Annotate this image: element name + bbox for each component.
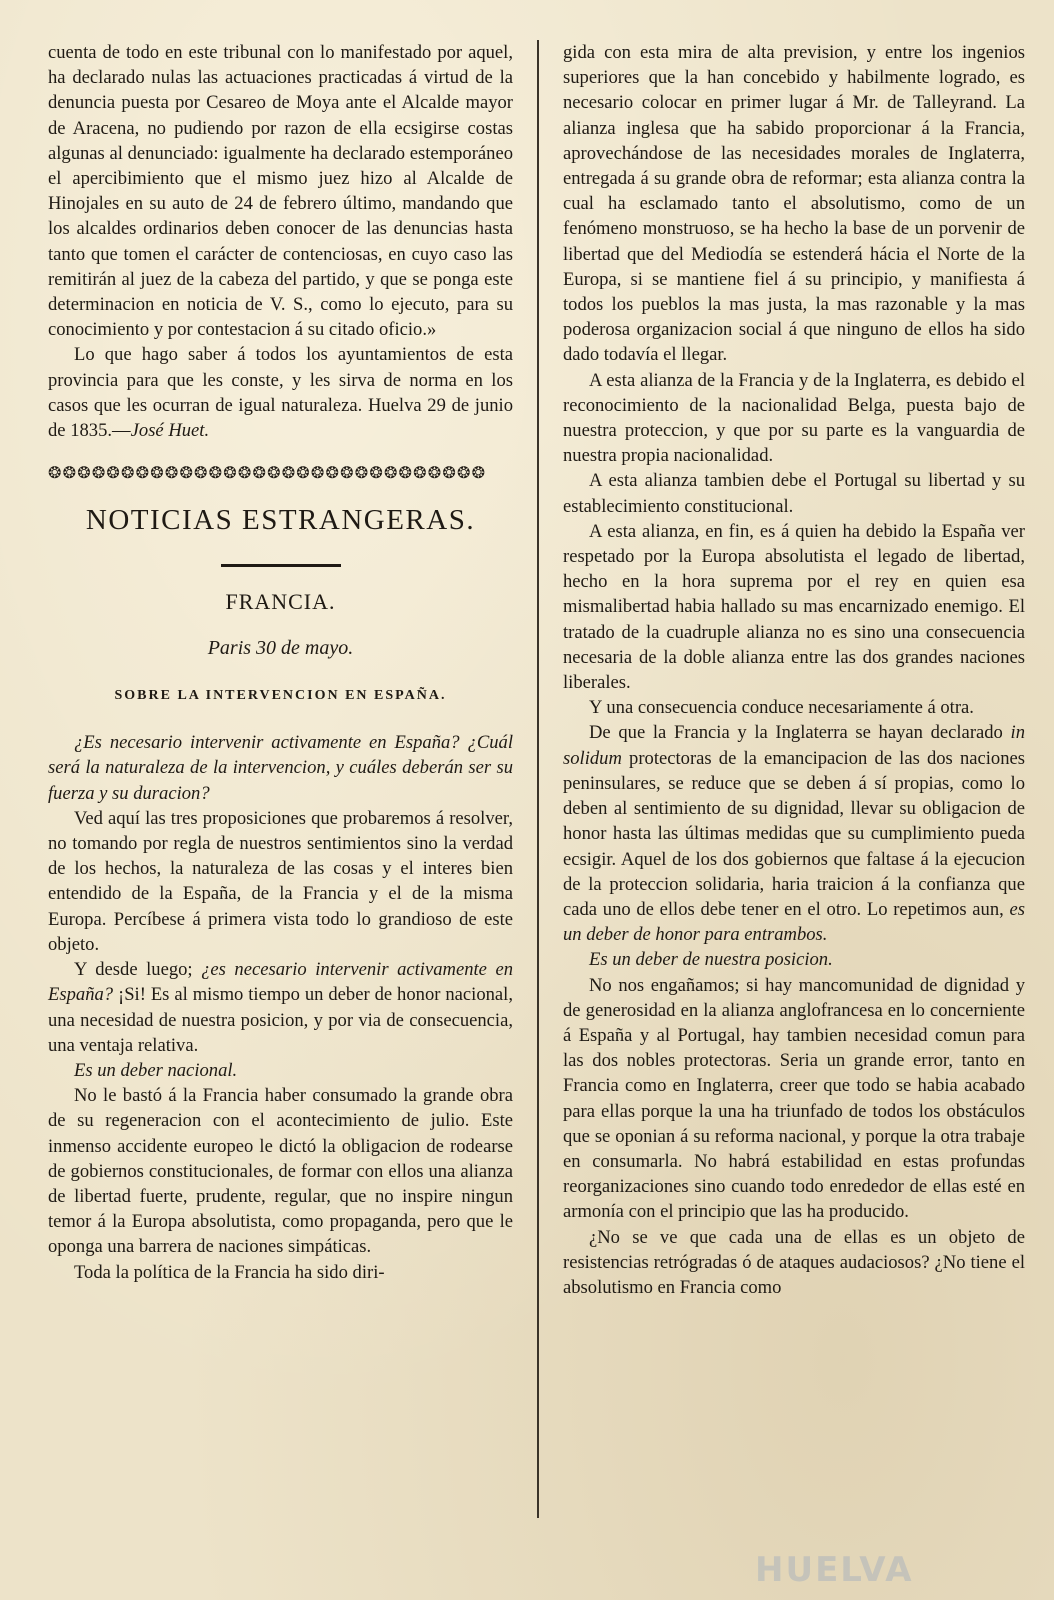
article-paragraph: [48, 957, 513, 1058]
italic-phrase: es un deber de honor para entrambos.: [563, 898, 1025, 946]
archive-watermark: HUELVA: [755, 1550, 914, 1590]
announcement-text: Lo que hago saber á todos los ayuntamientos de esta provincia para que les conste, y les sirva de norma en los casos que les ocurran de igual naturaleza. Huelva 29 de junio de 1835.—: [48, 344, 513, 442]
article-paragraph: A esta alianza de la Francia y de la Inglaterra, es debido el reconocimiento de la nacionalidad Belga, puesta bajo de nuestra proteccion, y que por su parte es la vanguardia de nuestra propia nacionalidad.: [563, 369, 1025, 467]
announcement-paragraph: [48, 342, 513, 443]
dateline: Paris 30 de mayo.: [207, 636, 354, 659]
article-paragraph: No le bastó á la Francia haber consumado la grande obra de su regeneracion con el acontecimiento de julio. Este inmenso accidente europeo le dictó la obligacion de rodearse de gobiernos constitucionales, de formar con ellos una alianza de libertad fuerte, prudente, regular, que no inspire ningun temor á la Europa absolutista, como propaganda, pero que le oponga una barrera de naciones simpáticas.: [48, 1085, 513, 1258]
country-heading: FRANCIA.: [225, 588, 336, 614]
article-paragraph: No nos engañamos; si hay mancomunidad de dignidad y de generosidad en la alianza anglofrancesa en lo concerniente á España y al Portugal, hay tambien necesidad comun para las dos nobles protectoras. Seria un grande error, tanto en Francia como en Inglaterra, creer que todo se habia acabado para ellas porque la una ha triunfado de todos los obstáculos que se oponian á su reforma nacional, y porque la otra trabaje en consumarla. No habrá estabilidad en estas profundas reorganizaciones sino cuando todo enrededor de ellas esté en armonía con el principio que las ha producido.: [563, 974, 1025, 1223]
article-paragraph: [563, 720, 1025, 947]
title-rule: [221, 564, 341, 567]
article-questions: ¿Es necesario intervenir activamente en España? ¿Cuál será la naturaleza de la intervencion, y cuáles deberán ser su fuerza y su duracion?: [48, 732, 513, 804]
section-title: NOTICIAS ESTRANGERAS.: [85, 504, 476, 537]
right-column: [563, 40, 1025, 1300]
italic-heading: Es un deber de nuestra posicion.: [589, 949, 833, 971]
paragraph-text: protectoras de la emancipacion de las dos naciones peninsulares, se reduce que se deben á sí propias, como lo deben al sentimiento de su dignidad, llevar su obligacion de honor hasta las últimas medidas que su cumplimiento pueda ecsigir. Aquel de los dos gobiernos que faltase á la ejecucion de la proteccion solidaria, haria traicion á la confianza que cada uno de ellos debe tener en el otro. Lo repetimos aun,: [563, 747, 1025, 920]
article-paragraph: Y una consecuencia conduce necesariamente á otra.: [589, 697, 974, 719]
ornament-divider: ❂❂❂❂❂❂❂❂❂❂❂❂❂❂❂❂❂❂❂❂❂❂❂❂❂❂❂❂❂❂: [48, 465, 487, 483]
article-paragraph: gida con esta mira de alta prevision, y entre los ingenios superiores que la han concebido y habilmente logrado, es necesario colocar en primer lugar á Mr. de Talleyrand. La alianza inglesa que ha sabido proporcionar á la Francia, aprovechándose de las necesidades morales de Inglaterra, entregada á su grande obra de reformar; esta alianza contra la cual ha esclamado tanto el absolutismo, como de un fenómeno monstruoso, se ha hecho la base de un porvenir de libertad que del Mediodía se estenderá hácia el Norte de la Europa, si se mantiene fiel á su principio, y manifiesta á todos los pueblos la mas justa, la mas razonable y la mas poderosa organizacion social á que ninguno de ellos ha sido dado todavía el llegar.: [563, 42, 1025, 366]
article-paragraph: Ved aquí las tres proposiciones que probaremos á resolver, no tomando por regla de nuestros sentimientos sino la verdad de los hechos, la naturaleza de las cosas y el interes bien entendido de la España, de la Francia y el de la misma Europa. Percíbese á primera vista todo lo grandioso de este objeto.: [48, 807, 513, 955]
article-paragraph: A esta alianza tambien debe el Portugal su libertad y su establecimiento constitucional.: [563, 470, 1025, 517]
left-column: [48, 40, 513, 1285]
column-divider: [537, 40, 539, 1518]
continued-paragraph: cuenta de todo en este tribunal con lo manifestado por aquel, ha declarado nulas las actuaciones practicadas á virtud de la denuncia puesta por Cesareo de Moya ante el Alcalde mayor de Aracena, no pudiendo por razon de ella ecsigirse costas algunas al denunciado: igualmente ha declarado estemporáneo el apercibimiento que el mismo juez hizo al Alcalde de Hinojales en su auto de 24 de febrero último, mandando que los alcaldes ordinarios deben conocer de las denuncias hasta tanto que tomen el carácter de contenciosas, en cuyo caso las remitirán al juez de la cabeza del partido, y que se ponga este determinacion en noticia de V. S., como lo ejecuto, para su conocimiento y por contestacion á su citado oficio.»: [48, 42, 513, 341]
paragraph-text: ¡Si! Es al mismo tiempo un deber de honor nacional, una necesidad de nuestra posicion, y por via de consecuencia, una ventaja relativa.: [48, 984, 513, 1056]
italic-phrase: in solidum: [563, 722, 1025, 769]
article-paragraph: ¿No se ve que cada una de ellas es un objeto de resistencias retrógradas ó de ataques audaciosos? ¿No tiene el absolutismo en Francia como: [563, 1226, 1025, 1298]
signature: José Huet.: [130, 420, 210, 442]
article-subhead: SOBRE LA INTERVENCION EN ESPAÑA.: [114, 688, 447, 704]
paragraph-text: Y desde luego;: [74, 959, 202, 981]
article-paragraph: Toda la política de la Francia ha sido diri-: [74, 1261, 385, 1283]
paragraph-text: De que la Francia y la Inglaterra se hayan declarado: [589, 722, 1011, 744]
italic-heading: Es un deber nacional.: [74, 1059, 238, 1081]
article-paragraph: A esta alianza, en fin, es á quien ha debido la España ver respetado por la Europa absolutista el legado de libertad, hecho en la hora suprema por el rey en quien esa mismalibertad habia hallado su mas encarnizado enemigo. El tratado de la cuadruple alianza no es sino una consecuencia necesaria de la doble alianza entre las dos grandes naciones liberales.: [563, 520, 1025, 694]
italic-question: ¿es necesario intervenir activamente en España?: [48, 959, 513, 1006]
